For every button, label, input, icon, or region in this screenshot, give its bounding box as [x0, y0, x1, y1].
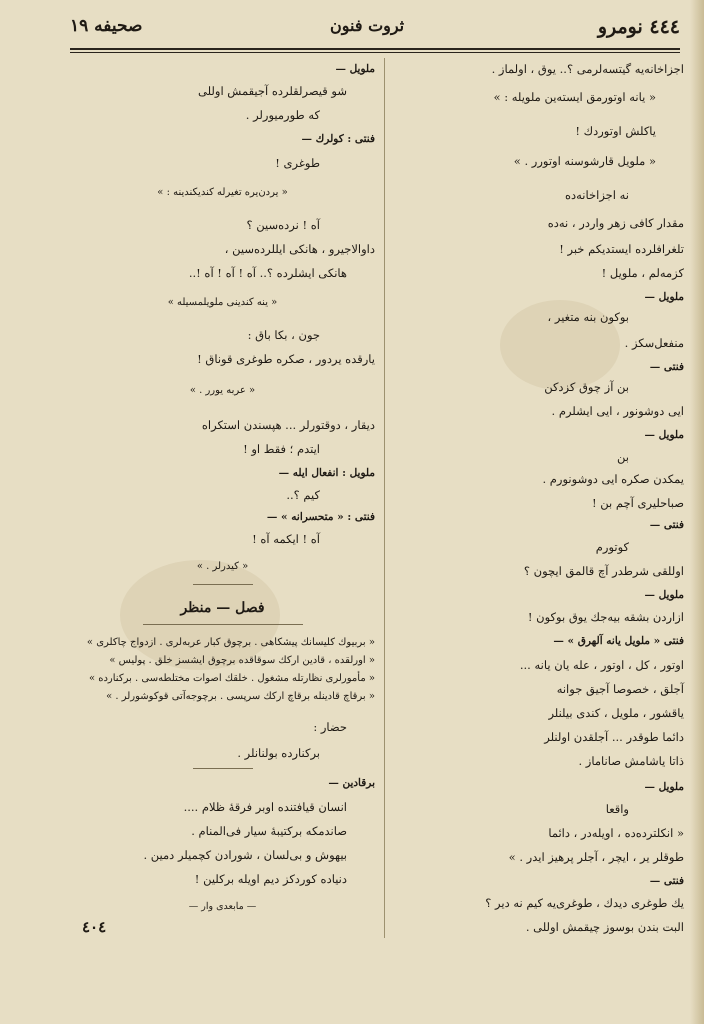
- speaker-label: ملویل —: [644, 781, 684, 793]
- speaker-label: ملویل —: [644, 291, 684, 303]
- continued-note: — مابعدی وار —: [188, 901, 257, 912]
- present-label: حضار :: [313, 720, 347, 734]
- verse-line: جون ، بکا باق :: [247, 328, 320, 342]
- poem-line: صاندمکه برکتیبهٔ سیار فی‌المنام .: [191, 824, 347, 838]
- stage-direction: « ملویل قارشوسنه اوتورر . »: [513, 154, 656, 168]
- verse-line: صباحلیری آچم بن !: [592, 496, 684, 510]
- speaker-label: ملویل —: [335, 63, 375, 75]
- verse-line: کوتورم: [595, 540, 629, 554]
- poem-line: بیهوش و بی‌لسان ، شورادن کچمیلر دمین .: [143, 848, 347, 862]
- speaker-label: ملویل : انفعال ایله —: [278, 467, 375, 479]
- verse-line: اجزاخانه‌یه گیتسه‌لرمی ؟.. یوق ، اولماز .: [491, 62, 684, 76]
- verse-line: اوتور ، کل ، اوتور ، عله یان یانه ...: [519, 658, 684, 672]
- verse-line: آه ! نرده‌سین ؟: [246, 218, 320, 232]
- verse-line: که طورمیورلر .: [245, 108, 320, 122]
- column-divider: [384, 58, 385, 938]
- verse-line: ایتدم ؛ فقط او !: [243, 442, 320, 456]
- speaker-label: فنتی —: [649, 875, 684, 887]
- scene-description: « بربیوك کلیسانك پیشکاهی . برچوق کبار عربه‌لری . ازدواج چاکلری »: [86, 637, 375, 648]
- verse-line: شو قیصرلقلرده آجیقمش اوللی: [198, 84, 347, 98]
- verse-line: دائما طوقدر ... آجلقدن اولنلر: [544, 730, 684, 744]
- verse-line: البت بندن بوسوز چیقمش اوللی .: [525, 920, 684, 934]
- verse-line: آجلق ، خصوصا آجیق جوانه: [556, 682, 684, 696]
- verse-line: ازاردن بشقه بیه‌جك یوق بوکون !: [527, 610, 684, 624]
- stage-direction: « کیدرلر . »: [196, 561, 249, 572]
- section-rule: [143, 624, 303, 625]
- verse-line: نه اجزاخانه‌ده: [565, 188, 629, 202]
- journal-title: ثروت فنون: [330, 16, 405, 35]
- scene-description: « مأمورلری نظارتله مشغول . خلقك اصوات مختلطه‌سی . برکنارده »: [88, 673, 375, 684]
- stage-direction: « یانه اوتورمق ایسته‌ین ملویله : »: [493, 90, 656, 104]
- verse-line: طوقلر یر ، ایچر ، آجلر پرهیز ایدر . »: [508, 850, 684, 864]
- speaker-label: فنتی : « متحسرانه » —: [266, 511, 375, 523]
- speaker-label: فنتی —: [649, 519, 684, 531]
- speaker-label: ملویل —: [644, 429, 684, 441]
- page-number: صحيفه ١٩: [70, 16, 143, 36]
- verse-line: بن: [617, 450, 629, 464]
- verse-line: واقعا: [605, 802, 629, 816]
- verse-line: بوکون بنه متغیر ،: [547, 310, 629, 324]
- page-edge-shadow: [690, 0, 704, 1024]
- verse-line: منفعل‌سکز .: [624, 336, 684, 350]
- verse-line: طوغری !: [275, 156, 320, 170]
- section-rule: [193, 768, 253, 769]
- verse-line: کزمه‌لم ، ملویل !: [601, 266, 684, 280]
- end-rule: [193, 584, 253, 585]
- speaker-label: فنتی : کولرك —: [301, 133, 375, 145]
- verse-line: مقدار کافی زهر واردر ، نه‌ده: [547, 216, 684, 230]
- verse-line: یك طوغری دیدك ، طوغری‌یه کیم نه دیر ؟: [485, 896, 684, 910]
- verse-line: کیم ؟..: [286, 488, 320, 502]
- poem-line: دنیاده کوردکز دیم اویله برکلین !: [194, 872, 347, 886]
- verse-line: آه ! ایکمه آه !: [252, 532, 320, 546]
- page-header: [70, 12, 680, 46]
- poem-line: انسان قیافتنده اوبر فرقهٔ ظلام ....: [183, 800, 347, 814]
- verse-line: داوالاجیرو ، هانکی ایللرده‌سین ،: [224, 242, 375, 256]
- scene-description: « اورلقده ، قادین ارکك سوقاقده برچوق ایشسز خلق . پولیس »: [109, 655, 375, 666]
- verse-line: ایی دوشونور ، ایی ایشلرم .: [551, 404, 684, 418]
- scene-description: « برقاچ قادینله برقاچ ارکك سرپسی . برچوجه‌آتی قوکوشورلر . »: [106, 691, 375, 702]
- present-value: برکنارده بولنانلر .: [237, 746, 320, 760]
- verse-line: ذاتا یاشامش صاناماز .: [578, 754, 684, 768]
- verse-line: بن آز چوق کزدکن: [544, 380, 629, 394]
- verse-line: دیقار ، دوقتورلر ... هپسندن استکراه: [201, 418, 375, 432]
- verse-line: یمکدن صکره ایی دوشونورم .: [542, 472, 684, 486]
- verse-line: « انکلترده‌ده ، اویله‌در ، دائما: [548, 826, 684, 840]
- verse-line: یاکلش اوتوردك !: [575, 124, 656, 138]
- speaker-label: برقادین —: [328, 777, 375, 789]
- header-rule-thin: [70, 52, 680, 53]
- verse-line: تلغرافلرده ایستدیکم خبر !: [559, 242, 684, 256]
- stage-direction: « عربه یورر . »: [189, 385, 256, 396]
- verse-line: هانکی ایشلرده ؟.. آه ! آه ! آه !..: [188, 266, 347, 280]
- verse-line: یارقده یردور ، صکره طوغری قوناق !: [197, 352, 375, 366]
- section-title: فصل — منظر: [180, 600, 265, 616]
- verse-line: یاقشور ، ملویل ، کندی بیلنلر: [548, 706, 684, 720]
- verse-line: اوللقی شرطدر آچ قالمق ایچون ؟: [523, 564, 684, 578]
- footer-issue-number: ٤٠٤: [82, 918, 107, 936]
- speaker-label: فنتی « ملویل یانه آلهرق » —: [553, 635, 684, 647]
- header-rule: [70, 48, 680, 50]
- speaker-label: ملویل —: [644, 589, 684, 601]
- stage-direction: « ینه کندینی ملویلمسیله »: [167, 297, 278, 308]
- stage-direction: « یردن‌یره تغیرله کندیکندینه : »: [157, 187, 288, 198]
- speaker-label: فنتی —: [649, 361, 684, 373]
- issue-number: ٤٤٤ نومرو: [597, 16, 680, 38]
